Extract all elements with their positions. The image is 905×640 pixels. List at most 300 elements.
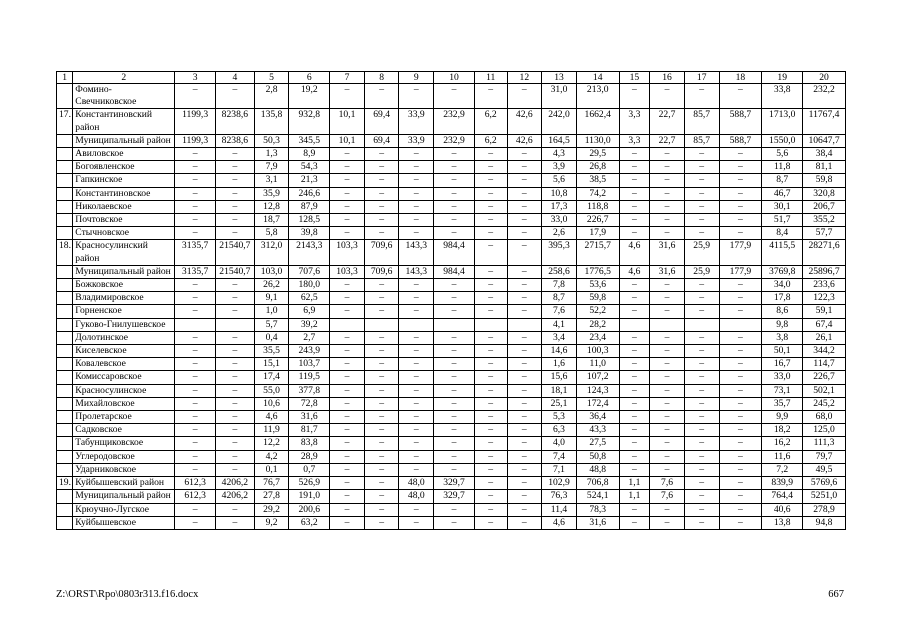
value-cell: 3,9 — [542, 161, 577, 174]
value-cell: – — [364, 279, 399, 292]
value-cell: 143,3 — [399, 240, 434, 265]
value-cell: – — [684, 161, 719, 174]
value-cell: 932,8 — [289, 109, 330, 134]
value-cell — [330, 318, 365, 331]
value-cell — [434, 318, 475, 331]
value-cell: 588,7 — [719, 109, 762, 134]
value-cell: 8238,6 — [216, 109, 255, 134]
value-cell: – — [650, 331, 685, 344]
value-cell: – — [474, 187, 507, 200]
value-cell: – — [216, 411, 255, 424]
value-cell: – — [399, 214, 434, 227]
row-number-cell — [57, 187, 73, 200]
territory-name-cell: Углеродовское — [73, 450, 175, 463]
row-number-cell — [57, 331, 73, 344]
value-cell: 11,6 — [762, 450, 803, 463]
value-cell: – — [684, 450, 719, 463]
value-cell: 524,1 — [576, 490, 619, 503]
value-cell: – — [684, 345, 719, 358]
value-cell: 5,6 — [542, 174, 577, 187]
column-number-header: 18 — [719, 72, 762, 84]
value-cell: – — [216, 279, 255, 292]
value-cell: 69,4 — [364, 109, 399, 134]
value-cell: – — [216, 463, 255, 476]
value-cell: 18,7 — [254, 214, 289, 227]
table-row — [57, 134, 846, 147]
value-cell: – — [399, 450, 434, 463]
value-cell: – — [364, 503, 399, 516]
value-cell: 22,7 — [650, 109, 685, 134]
value-cell: 0,4 — [254, 331, 289, 344]
value-cell: – — [719, 214, 762, 227]
value-cell: 7,2 — [762, 463, 803, 476]
table-row — [57, 437, 846, 450]
value-cell: – — [434, 161, 475, 174]
value-cell: 59,8 — [803, 174, 846, 187]
value-cell: 48,0 — [399, 490, 434, 503]
value-cell: – — [434, 358, 475, 371]
territory-name-cell: Пролетарское — [73, 411, 175, 424]
value-cell: 25896,7 — [803, 265, 846, 278]
value-cell: – — [684, 384, 719, 397]
value-cell: 10,8 — [542, 187, 577, 200]
value-cell: 8,9 — [289, 148, 330, 161]
value-cell: – — [364, 516, 399, 529]
value-cell: – — [619, 450, 650, 463]
value-cell: 612,3 — [175, 477, 216, 490]
column-number-header: 16 — [650, 72, 685, 84]
value-cell: – — [650, 161, 685, 174]
value-cell: 395,3 — [542, 240, 577, 265]
value-cell: – — [650, 200, 685, 213]
value-cell: 143,3 — [399, 265, 434, 278]
value-cell — [719, 318, 762, 331]
value-cell: – — [175, 331, 216, 344]
value-cell: – — [719, 292, 762, 305]
value-cell: – — [330, 174, 365, 187]
value-cell: – — [507, 490, 542, 503]
value-cell: – — [175, 174, 216, 187]
value-cell: 245,2 — [803, 397, 846, 410]
value-cell: 81,7 — [289, 424, 330, 437]
value-cell: – — [619, 516, 650, 529]
value-cell: – — [434, 279, 475, 292]
value-cell — [619, 318, 650, 331]
value-cell: 10647,7 — [803, 134, 846, 147]
value-cell: – — [364, 424, 399, 437]
value-cell: – — [399, 358, 434, 371]
value-cell: – — [684, 503, 719, 516]
value-cell: – — [330, 371, 365, 384]
value-cell: 21540,7 — [216, 265, 255, 278]
value-cell: – — [330, 384, 365, 397]
table-row — [57, 265, 846, 278]
value-cell: – — [216, 397, 255, 410]
value-cell: – — [474, 463, 507, 476]
value-cell: – — [474, 371, 507, 384]
value-cell: 226,7 — [803, 371, 846, 384]
value-cell — [507, 318, 542, 331]
value-cell: 6,3 — [542, 424, 577, 437]
value-cell: 329,7 — [434, 490, 475, 503]
value-cell: – — [619, 214, 650, 227]
value-cell: – — [216, 84, 255, 109]
value-cell: – — [216, 450, 255, 463]
value-cell: – — [434, 397, 475, 410]
value-cell: – — [175, 292, 216, 305]
value-cell: 5251,0 — [803, 490, 846, 503]
territory-name-cell: Божковское — [73, 279, 175, 292]
column-number-header: 8 — [364, 72, 399, 84]
territory-name-cell: Муниципальный район — [73, 265, 175, 278]
value-cell: 706,8 — [576, 477, 619, 490]
value-cell: – — [684, 397, 719, 410]
document-path: Z:\ORST\Rpo\0803r313.f16.docx — [56, 589, 199, 600]
value-cell: 30,1 — [762, 200, 803, 213]
value-cell: – — [619, 331, 650, 344]
value-cell: – — [719, 187, 762, 200]
value-cell: – — [216, 358, 255, 371]
value-cell: 1550,0 — [762, 134, 803, 147]
value-cell: 258,6 — [542, 265, 577, 278]
value-cell: – — [399, 424, 434, 437]
table-row — [57, 345, 846, 358]
value-cell: 31,6 — [650, 265, 685, 278]
value-cell: – — [434, 200, 475, 213]
row-number-cell: 19. — [57, 477, 73, 490]
value-cell: – — [175, 503, 216, 516]
value-cell: – — [330, 450, 365, 463]
territory-name-cell: Горненское — [73, 305, 175, 318]
value-cell: – — [364, 411, 399, 424]
value-cell: – — [364, 490, 399, 503]
column-number-header: 9 — [399, 72, 434, 84]
value-cell: 312,0 — [254, 240, 289, 265]
value-cell: – — [619, 371, 650, 384]
value-cell: – — [216, 424, 255, 437]
value-cell: 50,3 — [254, 134, 289, 147]
value-cell: – — [684, 214, 719, 227]
value-cell: 12,8 — [254, 200, 289, 213]
column-number-header: 14 — [576, 72, 619, 84]
value-cell: 3769,8 — [762, 265, 803, 278]
value-cell: – — [474, 345, 507, 358]
value-cell: 9,9 — [762, 411, 803, 424]
value-cell: – — [434, 331, 475, 344]
value-cell: – — [474, 516, 507, 529]
value-cell: 33,9 — [399, 109, 434, 134]
row-number-cell — [57, 161, 73, 174]
value-cell — [684, 318, 719, 331]
territory-name-cell: Крюучно-Лугское — [73, 503, 175, 516]
table-row — [57, 292, 846, 305]
territory-name-cell: Владимировское — [73, 292, 175, 305]
value-cell: 21540,7 — [216, 240, 255, 265]
value-cell: – — [364, 345, 399, 358]
value-cell: 4,6 — [542, 516, 577, 529]
value-cell: – — [175, 424, 216, 437]
value-cell: – — [474, 174, 507, 187]
value-cell: 63,2 — [289, 516, 330, 529]
value-cell: 329,7 — [434, 477, 475, 490]
value-cell: 5,8 — [254, 227, 289, 240]
value-cell: 26,1 — [803, 331, 846, 344]
value-cell: 1199,3 — [175, 109, 216, 134]
table-row — [57, 161, 846, 174]
value-cell: – — [175, 450, 216, 463]
value-cell: 1,1 — [619, 490, 650, 503]
value-cell: – — [719, 331, 762, 344]
value-cell: 7,1 — [542, 463, 577, 476]
table-header-row — [57, 72, 846, 84]
value-cell: – — [719, 227, 762, 240]
value-cell: – — [330, 490, 365, 503]
territory-name-cell: Николаевское — [73, 200, 175, 213]
value-cell: – — [650, 411, 685, 424]
table-row — [57, 503, 846, 516]
value-cell: – — [434, 450, 475, 463]
value-cell: – — [330, 214, 365, 227]
value-cell: – — [684, 331, 719, 344]
value-cell: – — [619, 187, 650, 200]
territory-name-cell: Ковалевское — [73, 358, 175, 371]
row-number-cell — [57, 384, 73, 397]
value-cell: – — [434, 516, 475, 529]
value-cell: 34,0 — [762, 279, 803, 292]
value-cell: – — [650, 227, 685, 240]
value-cell: – — [175, 200, 216, 213]
value-cell: 85,7 — [684, 109, 719, 134]
value-cell: – — [399, 463, 434, 476]
value-cell: – — [216, 200, 255, 213]
value-cell: – — [330, 200, 365, 213]
value-cell: – — [684, 227, 719, 240]
value-cell: – — [684, 200, 719, 213]
value-cell: – — [650, 292, 685, 305]
table-row — [57, 174, 846, 187]
row-number-cell — [57, 397, 73, 410]
territory-name-cell: Авиловское — [73, 148, 175, 161]
value-cell: – — [434, 384, 475, 397]
value-cell: – — [684, 187, 719, 200]
value-cell: 11767,4 — [803, 109, 846, 134]
value-cell: 25,1 — [542, 397, 577, 410]
territory-name-cell: Муниципальный район — [73, 490, 175, 503]
value-cell: 69,4 — [364, 134, 399, 147]
value-cell: 27,5 — [576, 437, 619, 450]
value-cell: – — [719, 384, 762, 397]
value-cell: – — [175, 161, 216, 174]
value-cell: – — [619, 411, 650, 424]
value-cell: – — [216, 187, 255, 200]
value-cell: – — [434, 84, 475, 109]
value-cell: 612,3 — [175, 490, 216, 503]
value-cell: – — [719, 358, 762, 371]
row-number-cell — [57, 424, 73, 437]
value-cell: – — [434, 214, 475, 227]
value-cell: – — [719, 490, 762, 503]
value-cell: 177,9 — [719, 240, 762, 265]
value-cell: 53,6 — [576, 279, 619, 292]
value-cell: – — [684, 358, 719, 371]
value-cell: – — [507, 371, 542, 384]
value-cell: 344,2 — [803, 345, 846, 358]
value-cell: – — [507, 503, 542, 516]
value-cell: 3,4 — [542, 331, 577, 344]
value-cell: – — [507, 345, 542, 358]
value-cell: 4,6 — [254, 411, 289, 424]
value-cell: 25,9 — [684, 265, 719, 278]
value-cell: 16,7 — [762, 358, 803, 371]
value-cell: 9,8 — [762, 318, 803, 331]
value-cell: – — [175, 227, 216, 240]
value-cell: 1,3 — [254, 148, 289, 161]
value-cell: 3,3 — [619, 134, 650, 147]
value-cell: – — [619, 345, 650, 358]
value-cell: – — [330, 161, 365, 174]
value-cell: – — [650, 437, 685, 450]
value-cell: – — [619, 200, 650, 213]
value-cell: – — [474, 397, 507, 410]
value-cell: – — [507, 227, 542, 240]
value-cell: 7,8 — [542, 279, 577, 292]
value-cell: – — [216, 331, 255, 344]
value-cell: – — [719, 371, 762, 384]
value-cell: 33,8 — [762, 84, 803, 109]
value-cell: – — [650, 84, 685, 109]
value-cell — [175, 318, 216, 331]
value-cell — [474, 318, 507, 331]
value-cell: – — [474, 437, 507, 450]
value-cell: – — [619, 437, 650, 450]
value-cell: 48,0 — [399, 477, 434, 490]
value-cell: 35,7 — [762, 397, 803, 410]
value-cell: – — [719, 503, 762, 516]
value-cell: – — [474, 214, 507, 227]
value-cell: 180,0 — [289, 279, 330, 292]
table-row — [57, 384, 846, 397]
value-cell: – — [684, 84, 719, 109]
value-cell: 94,8 — [803, 516, 846, 529]
value-cell: – — [364, 161, 399, 174]
value-cell: 764,4 — [762, 490, 803, 503]
value-cell: – — [175, 411, 216, 424]
value-cell: 42,6 — [507, 134, 542, 147]
value-cell: 11,8 — [762, 161, 803, 174]
value-cell: – — [364, 292, 399, 305]
row-number-cell — [57, 265, 73, 278]
value-cell: 7,6 — [650, 477, 685, 490]
value-cell: 125,0 — [803, 424, 846, 437]
row-number-cell — [57, 214, 73, 227]
value-cell: – — [719, 477, 762, 490]
value-cell: 839,9 — [762, 477, 803, 490]
value-cell: 17,8 — [762, 292, 803, 305]
value-cell: 526,9 — [289, 477, 330, 490]
value-cell: 128,5 — [289, 214, 330, 227]
value-cell: 114,7 — [803, 358, 846, 371]
table-row — [57, 279, 846, 292]
table-row — [57, 187, 846, 200]
value-cell: 7,6 — [650, 490, 685, 503]
value-cell: – — [507, 292, 542, 305]
value-cell: – — [474, 424, 507, 437]
value-cell: 10,6 — [254, 397, 289, 410]
value-cell: – — [650, 358, 685, 371]
value-cell: – — [650, 187, 685, 200]
value-cell: 85,7 — [684, 134, 719, 147]
value-cell: 17,3 — [542, 200, 577, 213]
row-number-cell — [57, 463, 73, 476]
table-row — [57, 214, 846, 227]
value-cell: 111,3 — [803, 437, 846, 450]
value-cell: 31,0 — [542, 84, 577, 109]
value-cell: 103,7 — [289, 358, 330, 371]
value-cell: – — [719, 148, 762, 161]
value-cell: – — [474, 450, 507, 463]
page-number: 667 — [828, 589, 844, 600]
value-cell: 27,8 — [254, 490, 289, 503]
row-number-cell — [57, 437, 73, 450]
table-row — [57, 411, 846, 424]
value-cell: – — [364, 358, 399, 371]
value-cell: – — [175, 305, 216, 318]
value-cell: – — [684, 490, 719, 503]
value-cell: 232,9 — [434, 134, 475, 147]
value-cell: – — [399, 161, 434, 174]
value-cell: – — [719, 516, 762, 529]
value-cell: 118,8 — [576, 200, 619, 213]
value-cell: 42,6 — [507, 109, 542, 134]
column-number-header: 1 — [57, 72, 73, 84]
value-cell: – — [719, 84, 762, 109]
value-cell: 17,4 — [254, 371, 289, 384]
row-number-cell — [57, 345, 73, 358]
value-cell: 502,1 — [803, 384, 846, 397]
value-cell: 54,3 — [289, 161, 330, 174]
value-cell: 36,4 — [576, 411, 619, 424]
value-cell: 246,6 — [289, 187, 330, 200]
value-cell: – — [474, 503, 507, 516]
value-cell — [399, 318, 434, 331]
value-cell: 15,1 — [254, 358, 289, 371]
value-cell: – — [399, 516, 434, 529]
value-cell: – — [399, 279, 434, 292]
value-cell: – — [330, 463, 365, 476]
value-cell: – — [175, 279, 216, 292]
territory-name-cell: Красносулинский район — [73, 240, 175, 265]
value-cell: – — [650, 305, 685, 318]
value-cell: 1199,3 — [175, 134, 216, 147]
value-cell: 48,8 — [576, 463, 619, 476]
value-cell: – — [474, 358, 507, 371]
value-cell: – — [330, 148, 365, 161]
value-cell: – — [684, 371, 719, 384]
value-cell: 11,4 — [542, 503, 577, 516]
value-cell: 31,6 — [576, 516, 619, 529]
value-cell: – — [474, 384, 507, 397]
value-cell: – — [434, 148, 475, 161]
column-number-header: 19 — [762, 72, 803, 84]
territory-name-cell: Садковское — [73, 424, 175, 437]
value-cell: – — [474, 411, 507, 424]
value-cell: 6,2 — [474, 109, 507, 134]
value-cell: – — [684, 292, 719, 305]
value-cell: – — [434, 305, 475, 318]
value-cell: 2,7 — [289, 331, 330, 344]
value-cell: 76,3 — [542, 490, 577, 503]
value-cell: – — [507, 358, 542, 371]
